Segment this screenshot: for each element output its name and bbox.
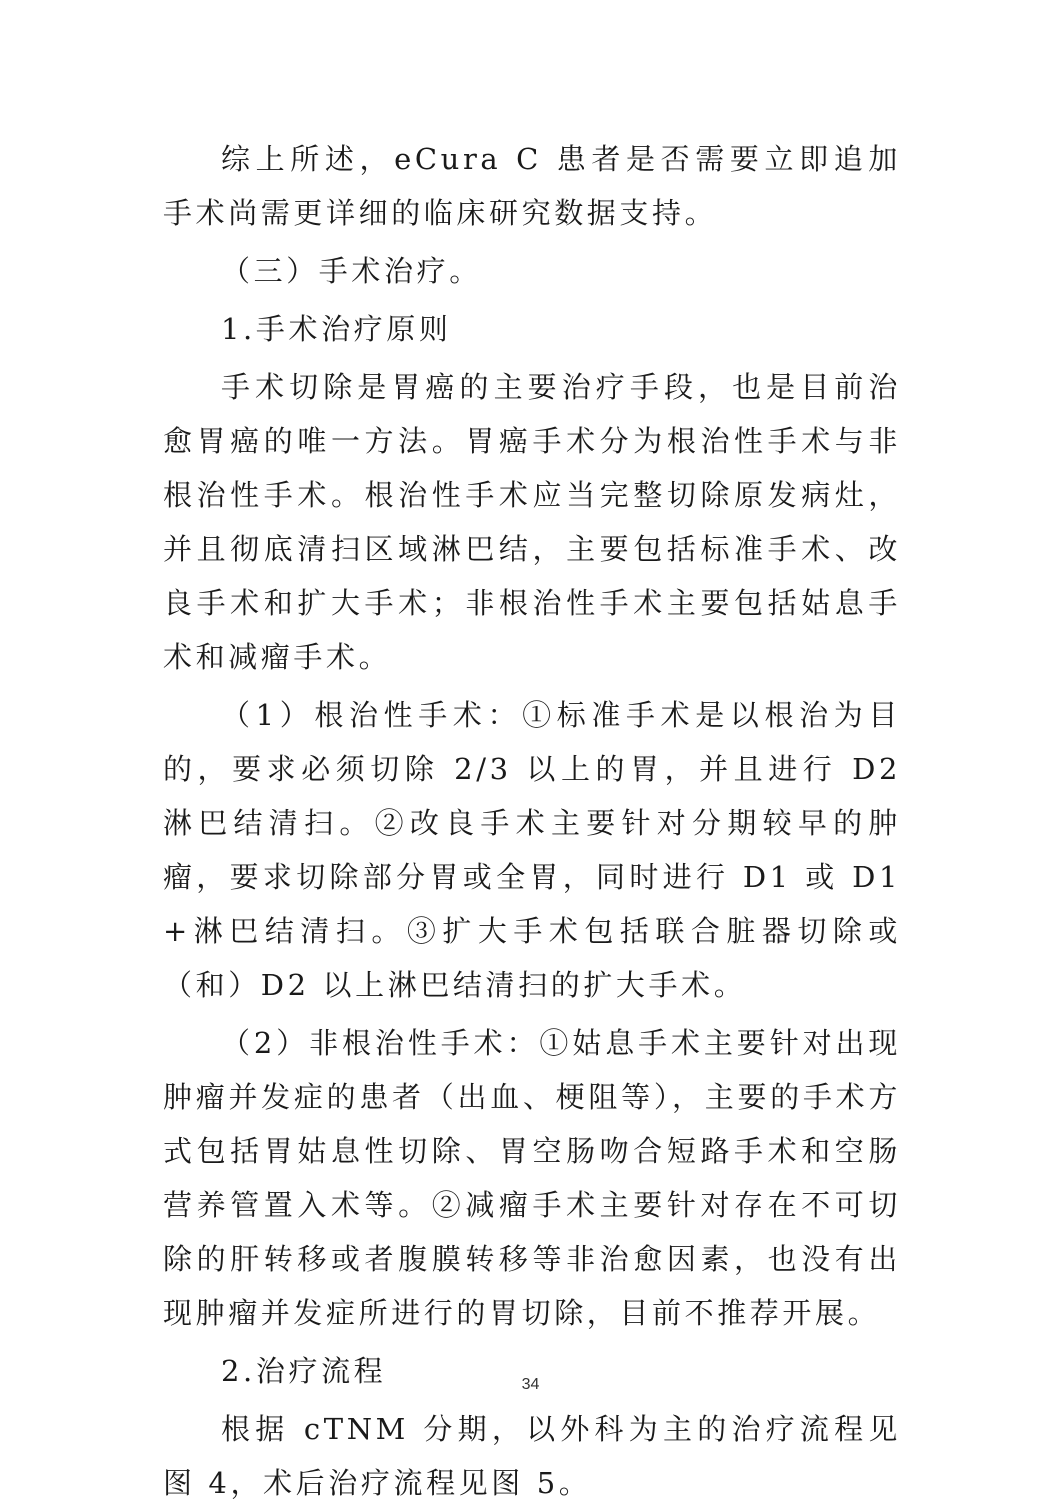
- paragraph-radical-surgery: （1）根治性手术：①标准手术是以根治为目的，要求必须切除 2/3 以上的胃，并且进行 D2 淋巴结清扫。②改良手术主要针对分期较早的肿瘤，要求切除部分胃或全胃，同时进行 D1 或 D1+淋巴结清扫。③扩大手术包括联合脏器切除或（和）D2 以上淋巴结清扫的扩大手术。: [163, 698, 901, 1002]
- paragraph-treatment-flow: 根据 cTNM 分期，以外科为主的治疗流程见图 4，术后治疗流程见图 5。: [163, 1412, 901, 1500]
- subsection-heading-principles: 1.手术治疗原则: [221, 312, 452, 346]
- subsection-heading-treatment-flow: 2.治疗流程: [221, 1354, 387, 1388]
- page-number: 34: [521, 1376, 540, 1393]
- document-body: [163, 132, 901, 1510]
- paragraph-non-radical-surgery: （2）非根治性手术：①姑息手术主要针对出现肿瘤并发症的患者（出血、梗阻等），主要的手术方式包括胃姑息性切除、胃空肠吻合短路手术和空肠营养管置入术等。②减瘤手术主要针对存在不可切除的肝转移或者腹膜转移等非治愈因素，也没有出现肿瘤并发症所进行的胃切除，目前不推荐开展。: [163, 1026, 901, 1330]
- section-heading-surgical-treatment: （三）手术治疗。: [221, 254, 482, 288]
- paragraph-summary: 综上所述，eCura C 患者是否需要立即追加手术尚需更详细的临床研究数据支持。: [163, 142, 901, 230]
- paragraph-surgery-overview: 手术切除是胃癌的主要治疗手段，也是目前治愈胃癌的唯一方法。胃癌手术分为根治性手术与非根治性手术。根治性手术应当完整切除原发病灶，并且彻底清扫区域淋巴结，主要包括标准手术、改良手术和扩大手术；非根治性手术主要包括姑息手术和减瘤手术。: [163, 370, 901, 674]
